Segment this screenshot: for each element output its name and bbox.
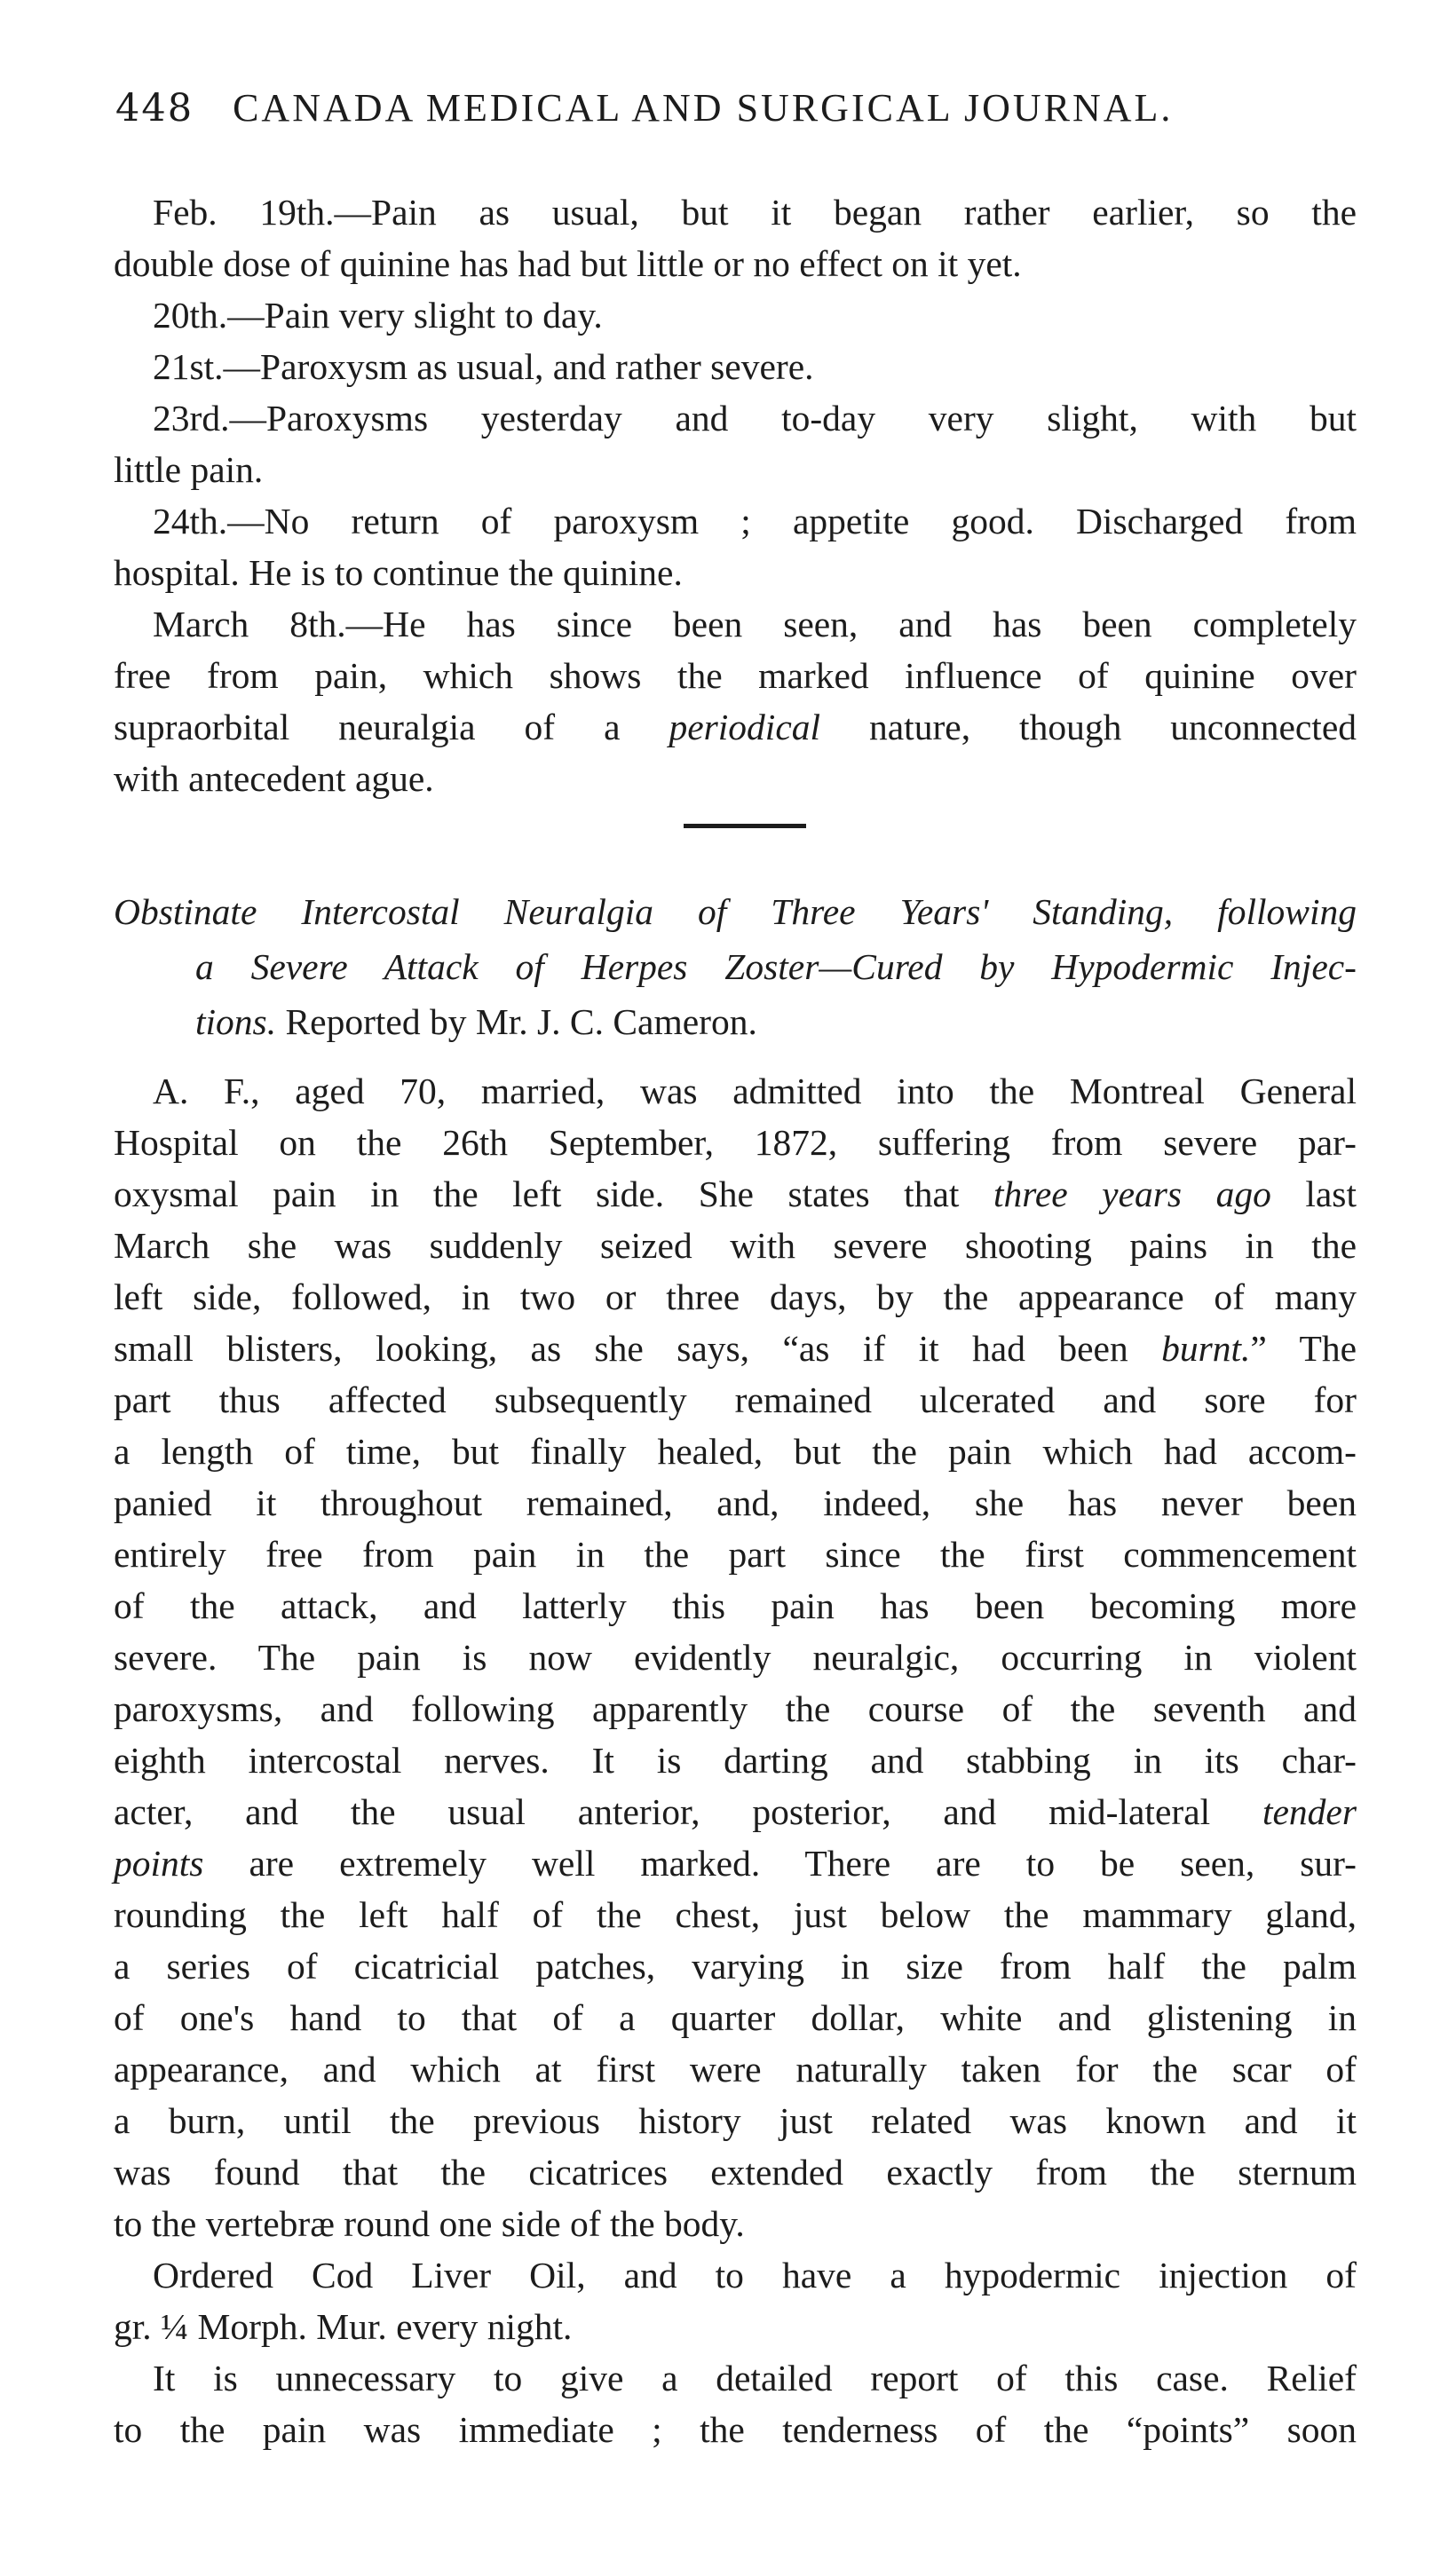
heading-line: Obstinate Intercostal Neuralgia of Three Years' Standing, following [114,891,1357,932]
text-line: 23rd.—Paroxysms yesterday and to-day very slight, with but [153,398,1357,439]
text-line: appearance, and which at first were naturally taken for the scar of [114,2049,1357,2090]
text-line: panied it throughout remained, and, indeed, she has never been [114,1482,1357,1523]
text-line [114,1323,1357,1374]
text-line: gr. ¼ Morph. Mur. every night. [114,2306,573,2347]
text-line [114,1786,1357,1837]
text-line: hospital. He is to continue the quinine. [114,552,683,593]
text-line [114,1168,1357,1220]
page-body [114,186,1357,2455]
text-line: with antecedent ague. [114,758,434,799]
italic-span: three years ago [993,1173,1271,1214]
text-line: Ordered Cod Liver Oil, and to have a hypodermic injection of [153,2255,1357,2295]
divider-rule [684,824,806,828]
text-line: a burn, until the previous history just related was known and it [114,2100,1357,2141]
text-line: severe. The pain is now evidently neuralgic, occurring in violent [114,1637,1357,1678]
text-line: part thus affected subsequently remained ulcerated and sore for [114,1379,1357,1420]
running-head [115,85,1358,130]
text-line [114,1837,1357,1889]
text-span: are extremely well marked. There are to be seen, sur- [203,1843,1357,1884]
italic-span: burnt. [1161,1328,1251,1369]
text-line: of one's hand to that of a quarter dollar, white and glistening in [114,1997,1357,2038]
reporter-credit: Reported by Mr. J. C. Cameron. [276,1001,757,1042]
text-line: March she was suddenly seized with severe shooting pains in the [114,1225,1357,1266]
text-line: to the vertebræ round one side of the body. [114,2203,745,2244]
text-line: Hospital on the 26th September, 1872, suffering from severe par- [114,1122,1357,1163]
text-span: ” The [1250,1328,1357,1369]
page-number: 448 [115,86,194,130]
text-span: supraorbital neuralgia of a [114,707,669,747]
heading-line [114,994,1357,1049]
text-line: entirely free from pain in the part since the first commencement [114,1534,1357,1575]
second-case-section [114,1065,1357,2455]
text-line [114,701,1357,753]
text-span: oxysmal pain in the left side. She states that [114,1173,993,1214]
text-span: small blisters, looking, as she says, “as if it had been [114,1328,1162,1369]
section-divider [114,804,1357,849]
text-line: rounding the left half of the chest, just below the mammary gland, [114,1894,1357,1935]
text-line: March 8th.—He has since been seen, and has been completely [153,604,1357,644]
text-line: a length of time, but finally healed, but the pain which had accom- [114,1431,1357,1472]
text-line: double dose of quinine has had but little or no effect on it yet. [114,243,1022,284]
text-line: little pain. [114,449,264,490]
journal-title: CANADA MEDICAL AND SURGICAL JOURNAL. [233,86,1174,130]
text-line: A. F., aged 70, married, was admitted into the Montreal General [153,1071,1357,1111]
text-line: left side, followed, in two or three days, by the appearance of many [114,1276,1357,1317]
text-span: last [1270,1173,1357,1214]
text-line: 21st.—Paroxysm as usual, and rather severe. [153,346,814,387]
text-line: free from pain, which shows the marked influence of quinine over [114,655,1357,696]
text-span: acter, and the usual anterior, posterior, and mid-lateral [114,1791,1262,1832]
text-line: 20th.—Pain very slight to day. [153,295,603,336]
case-heading [114,884,1357,1049]
text-line: eighth intercostal nerves. It is darting and stabbing in its char- [114,1740,1357,1781]
italic-span: tender [1262,1791,1357,1832]
text-line: Feb. 19th.—Pain as usual, but it began rather earlier, so the [153,192,1357,233]
text-line: 24th.—No return of paroxysm ; appetite good. Discharged from [153,501,1357,541]
heading-italic-span: tions. [195,1001,277,1042]
italic-span: periodical [669,707,821,747]
italic-span: points [114,1843,204,1884]
first-case-section [114,186,1357,804]
text-line: to the pain was immediate ; the tenderness of the “points” soon [114,2409,1357,2450]
text-line: was found that the cicatrices extended exactly from the sternum [114,2152,1357,2193]
text-span: nature, though unconnected [820,707,1357,747]
text-line: paroxysms, and following apparently the course of the seventh and [114,1688,1357,1729]
text-line: a series of cicatricial patches, varying in size from half the palm [114,1946,1357,1987]
text-line: of the attack, and latterly this pain has been becoming more [114,1585,1357,1626]
heading-line: a Severe Attack of Herpes Zoster—Cured by Hypodermic Injec- [195,946,1357,987]
text-line: It is unnecessary to give a detailed report of this case. Relief [153,2358,1357,2398]
